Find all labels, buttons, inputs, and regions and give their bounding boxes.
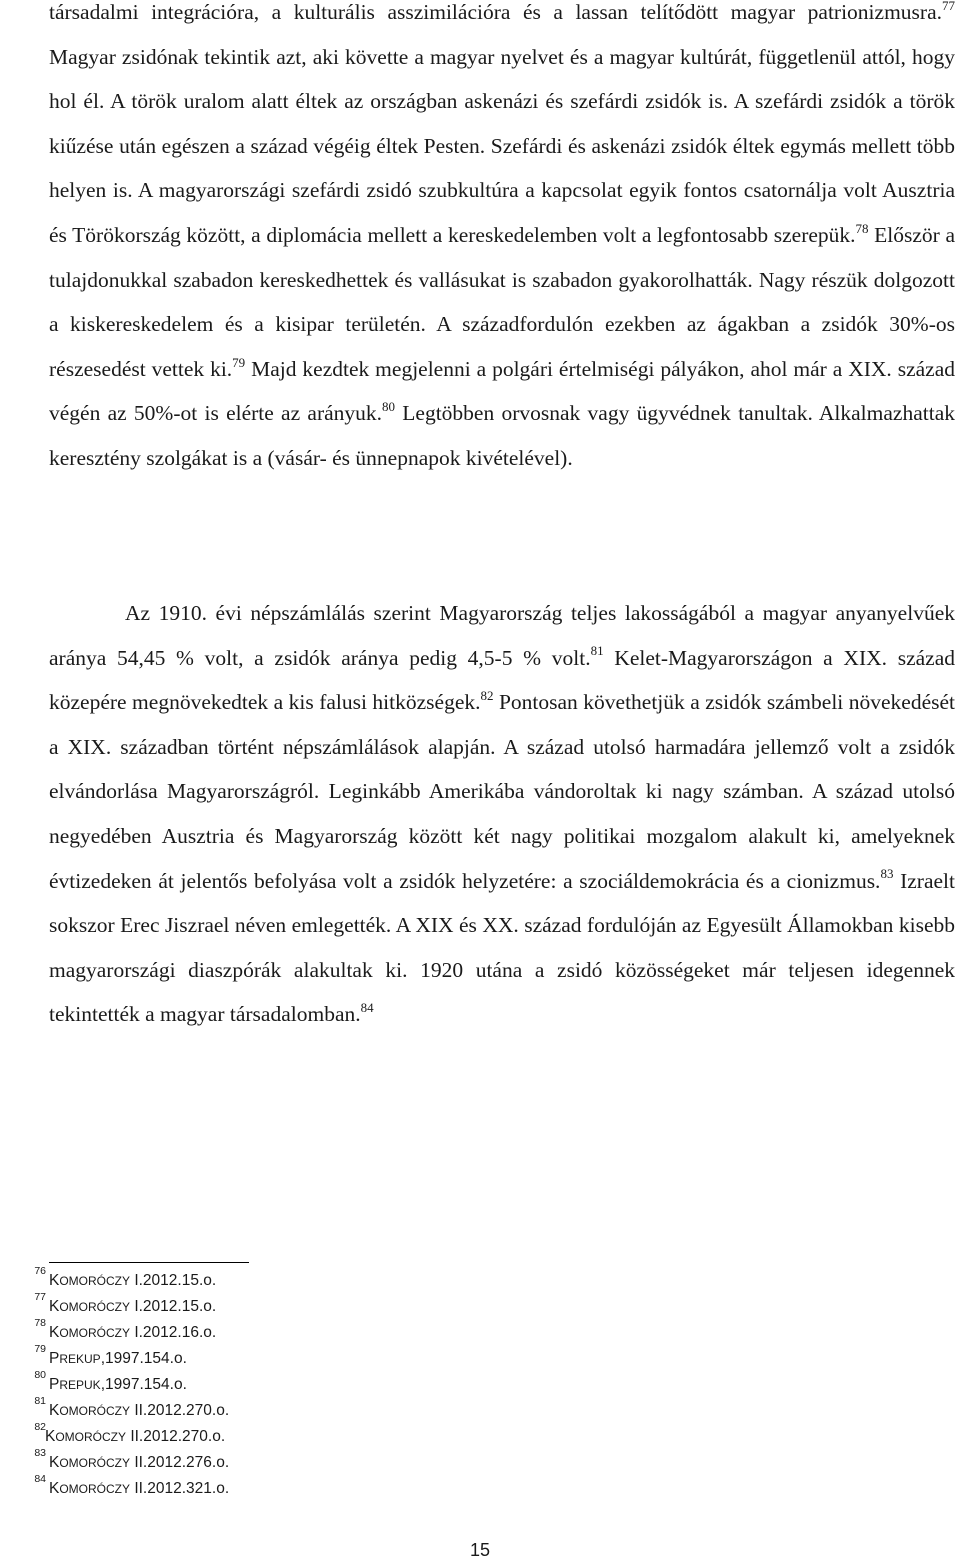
citation: ,1997.154.o.	[100, 1350, 187, 1367]
footnote-number: 80	[34, 1369, 46, 1381]
text-segment: Kelet-Magyarországon a XIX. század közepére megnövekedtek a kis falusi hitközségek.	[49, 645, 955, 715]
author-rest: OMORÓCZY	[59, 1300, 131, 1314]
footnote-number: 84	[34, 1473, 46, 1485]
footnote-number: 81	[34, 1395, 46, 1407]
citation: II.2012.270.o.	[130, 1402, 230, 1419]
footnote-text	[49, 1402, 229, 1420]
footnote-82	[0, 1422, 300, 1448]
citation: II.2012.270.o.	[126, 1428, 226, 1445]
footnote-ref-77: 77	[942, 0, 955, 13]
footnote-separator	[49, 1262, 249, 1263]
footnote-number: 82	[34, 1421, 46, 1433]
text-segment: Majd kezdtek megjelenni a polgári értelmiségi pályákon, ahol már a XIX. század végén az 50%-ot is elérte az arányuk.	[49, 356, 955, 426]
author-rest: REPUK	[59, 1378, 101, 1392]
footnote-number: 78	[34, 1317, 46, 1329]
footnote-77	[0, 1292, 300, 1318]
footnote-ref-81: 81	[590, 643, 604, 659]
author-rest: OMORÓCZY	[59, 1482, 131, 1496]
footnote-text	[49, 1454, 229, 1472]
footnote-83	[0, 1448, 300, 1474]
citation: I.2012.15.o.	[130, 1272, 217, 1289]
footnote-ref-82: 82	[480, 688, 494, 704]
footnote-text	[49, 1376, 187, 1394]
author-rest: OMORÓCZY	[59, 1326, 131, 1340]
author-initial: K	[49, 1272, 60, 1289]
author-rest: OMORÓCZY	[59, 1404, 131, 1418]
author-initial: K	[49, 1298, 60, 1315]
footnote-78	[0, 1318, 300, 1344]
footnote-84	[0, 1474, 300, 1500]
footnote-text	[49, 1324, 216, 1342]
footnote-ref-78: 78	[855, 220, 869, 236]
text-segment: Magyar zsidónak tekintik azt, aki követte a magyar nyelvet és a magyar kultúrát, függetlenül attól, hogy hol él. A török uralom alatt éltek az országban askenázi és szefárdi zsidók is. A szefárdi zsidók a török kiűzése után egészen a század végéig éltek Pesten. Szefárdi és askenázi zsidók éltek egymás mellett több helyen is. A magyarországi szefárdi zsidó szubkultúra a kapcsolat egyik fontos csatornálja volt Ausztria és Törökország között, a diplomácia mellett a kereskedelemben volt a legfontosabb szerepük.	[49, 44, 955, 247]
footnote-text	[49, 1480, 229, 1498]
author-initial: K	[49, 1480, 60, 1497]
body-paragraph-2	[49, 591, 955, 1037]
author-rest: REKUP	[59, 1352, 101, 1366]
citation: ,1997.154.o.	[100, 1376, 187, 1393]
footnote-ref-83: 83	[880, 866, 894, 882]
author-rest: OMORÓCZY	[59, 1456, 131, 1470]
author-initial: K	[49, 1454, 60, 1471]
footnote-76	[0, 1266, 300, 1292]
citation: II.2012.276.o.	[130, 1454, 230, 1471]
footnote-number: 77	[34, 1291, 46, 1303]
footnote-text	[49, 1350, 187, 1368]
footnote-ref-84: 84	[360, 1000, 374, 1016]
citation: I.2012.16.o.	[130, 1324, 217, 1341]
footnote-80	[0, 1370, 300, 1396]
citation: I.2012.15.o.	[130, 1298, 217, 1315]
footnote-number: 83	[34, 1447, 46, 1459]
footnote-number: 79	[34, 1343, 46, 1355]
text-segment: Az 1910. évi népszámlálás szerint Magyarország teljes lakosságából a magyar anyanyelvűek aránya 54,45 % volt, a zsidók aránya pedig 4,5-5 % volt.	[49, 601, 955, 670]
footnote-number: 76	[34, 1265, 46, 1277]
footnote-text	[45, 1428, 225, 1446]
footnote-81	[0, 1396, 300, 1422]
text-segment: Pontosan követhetjük a zsidók számbeli növekedését a XIX. században történt népszámlálások alapján. A század utolsó harmadára jellemző volt a zsidók elvándorlása Magyarországról. Leginkább Amerikába vándoroltak ki nagy számban. A század utolsó negyedében Ausztria és Magyarország között két nagy politikai mozgalom alakult ki, amelyeknek évtizedeken át jelentős befolyása volt a zsidók helyzetére: a szociáldemokrácia és a cionizmus.	[49, 690, 955, 893]
author-initial: K	[49, 1402, 60, 1419]
author-rest: OMORÓCZY	[55, 1430, 127, 1444]
author-rest: OMORÓCZY	[59, 1274, 131, 1288]
footnote-text	[49, 1272, 216, 1290]
body-paragraph-1	[49, 0, 955, 481]
text-segment: Legtöbben orvosnak vagy ügyvédnek tanultak. Alkalmazhattak keresztény szolgákat is a (vásár- és ünnepnapok kivételével).	[49, 401, 955, 470]
page-number: 15	[469, 1540, 491, 1560]
author-initial: K	[45, 1428, 56, 1445]
author-initial: P	[49, 1376, 60, 1393]
footnote-79	[0, 1344, 300, 1370]
author-initial: P	[49, 1350, 60, 1367]
text-segment: társadalmi integrációra, a kulturális asszimilációra és a lassan telítődött magyar patrionizmusra.	[49, 0, 942, 24]
footnote-ref-80: 80	[382, 399, 396, 415]
author-initial: K	[49, 1324, 60, 1341]
footnote-ref-79: 79	[232, 354, 246, 370]
text-segment: Először a tulajdonukkal szabadon kereskedhettek és vallásukat is szabadon gyakorolhatták. Nagy részük dolgozott a kiskereskedelem és a kisipar területén. A századfordulón ezekben az ágakban a zsidók 30%-os részesedést vettek ki.	[49, 222, 955, 381]
citation: II.2012.321.o.	[130, 1480, 230, 1497]
text-segment: Izraelt sokszor Erec Jiszrael néven emlegették. A XIX és XX. század fordulóján az Egyesült Államokban kisebb magyarországi diaszpórák alakultak ki. 1920 utána a zsidó közösségeket már teljesen idegennek tekintették a magyar társadalomban.	[49, 868, 955, 1027]
footnote-text	[49, 1298, 216, 1316]
